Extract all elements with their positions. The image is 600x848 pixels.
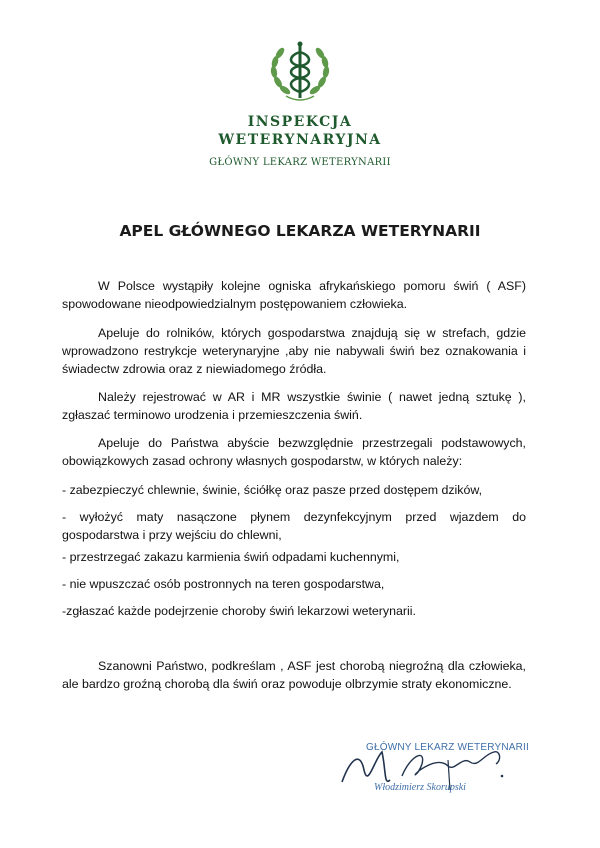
paragraph-2: Apeluje do rolników, których gospodarstwa znajdują się w strefach, gdzie wprowadzono restrykcje weterynaryjne ,aby nie nabywali świń bez oznakowania i świadectw zdrowia oraz z niewiadomego źródła. <box>62 326 526 376</box>
bullet-item: - nie wpuszczać osób postronnych na teren gospodarstwa, <box>62 577 385 591</box>
stamp-name: Włodzimierz Skorupski <box>374 782 466 793</box>
bullet-item: -zgłaszać każde podejrzenie choroby świń lekarzowi weterynarii. <box>62 604 416 618</box>
institution-name-line2: WETERYNARYJNA <box>218 132 382 148</box>
paragraph-3: Należy rejestrować w AR i MR wszystkie świnie ( nawet jedną sztukę ), zgłaszać terminowo urodzenia i przemieszczenia świń. <box>62 390 526 422</box>
paragraph-1: W Polsce wystąpiły kolejne ogniska afrykańskiego pomoru świń ( ASF) spowodowane nieodpowiedzialnym postępowaniem człowieka. <box>62 279 526 311</box>
paragraph-5: Szanowni Państwo, podkreślam , ASF jest chorobą niegroźną dla człowieka, ale bardzo groźną chorobą dla świń oraz powoduje olbrzymie straty ekonomiczne. <box>62 659 526 691</box>
stamp-title: GŁÓWNY LEKARZ WETERYNARII <box>366 742 529 753</box>
bullet-item: - wyłożyć maty nasączone płynem dezynfekcyjnym przed wjazdem do gospodarstwa i przy wejściu do chlewni, <box>62 510 526 542</box>
document-title: APEL GŁÓWNEGO LEKARZA WETERYNARII <box>119 222 481 240</box>
bullet-item: - zabezpieczyć chlewnie, świnie, ściółkę oraz pasze przed dostępem dzików, <box>62 483 483 497</box>
institution-subtitle: GŁÓWNY LEKARZ WETERYNARII <box>209 157 391 168</box>
caduceus-laurel-wreath-icon <box>266 38 334 106</box>
paragraph-4: Apeluje do Państwa abyście bezwzględnie przestrzegali podstawowych, obowiązkowych zasad ochrony własnych gospodarstw, w których należy: <box>62 436 526 468</box>
bullet-item: - przestrzegać zakazu karmienia świń odpadami kuchennymi, <box>62 550 400 564</box>
institution-name-line1: INSPEKCJA <box>247 114 353 130</box>
